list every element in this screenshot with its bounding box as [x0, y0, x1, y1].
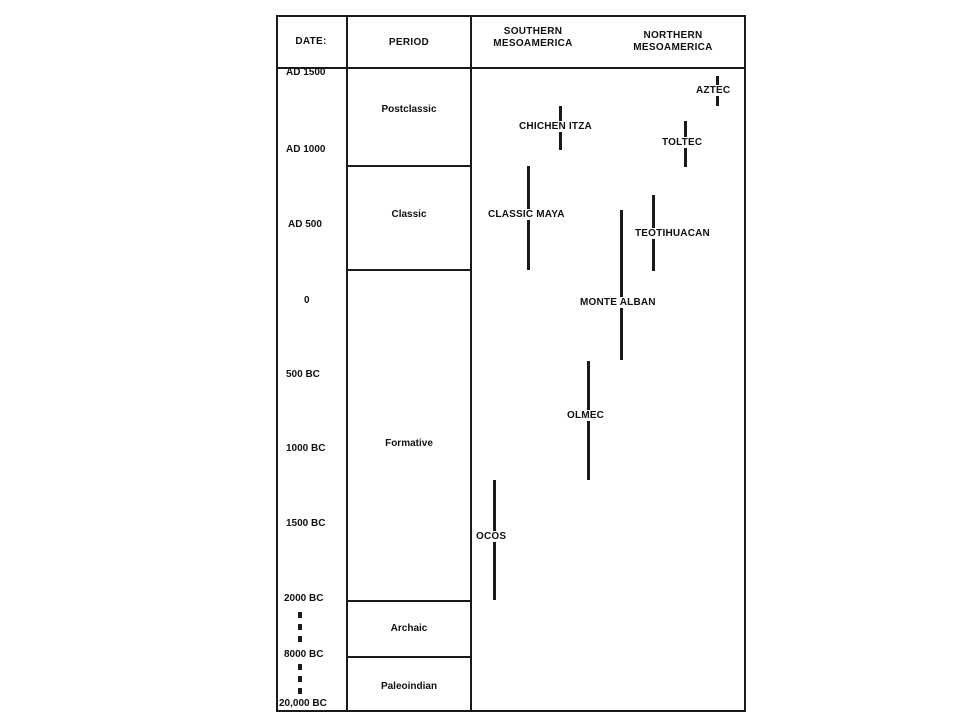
- northern-header-line2: MESOAMERICA: [633, 42, 713, 53]
- date-label: 1500 BC: [286, 518, 326, 529]
- period-label: Postclassic: [381, 104, 437, 115]
- period-label: Classic: [391, 209, 427, 220]
- culture-label-teotihuacan: TEOTIHUACAN: [635, 228, 710, 239]
- northern-header-line1: NORTHERN: [643, 30, 703, 41]
- gap-dot: [298, 624, 302, 630]
- culture-label-monte-alban: MONTE ALBAN: [580, 297, 656, 308]
- date-label: 0: [304, 295, 310, 306]
- culture-label-olmec: OLMEC: [567, 410, 605, 421]
- classic-formative-divider: [346, 269, 472, 271]
- date-label: AD 500: [288, 219, 322, 230]
- period-header: PERIOD: [388, 37, 430, 48]
- southern-header-line2: MESOAMERICA: [493, 38, 573, 49]
- date-label: 20,000 BC: [279, 698, 327, 709]
- southern-header: [478, 26, 588, 50]
- monte-alban-bar: [620, 210, 623, 360]
- header-rule: [276, 67, 746, 69]
- formative-archaic-divider: [346, 600, 472, 602]
- southern-header-line1: SOUTHERN: [503, 26, 563, 37]
- date-header: DATE:: [295, 36, 327, 47]
- culture-label-chichen-itza: CHICHEN ITZA: [519, 121, 592, 132]
- date-label: 8000 BC: [284, 649, 324, 660]
- date-label: 1000 BC: [286, 443, 326, 454]
- culture-label-ocos: OCOS: [476, 531, 507, 542]
- gap-dot: [298, 612, 302, 618]
- date-label: AD 1500: [286, 67, 326, 78]
- gap-dot: [298, 636, 302, 642]
- culture-label-classic-maya: CLASSIC MAYA: [488, 209, 565, 220]
- culture-label-toltec: TOLTEC: [662, 137, 703, 148]
- period-label: Formative: [385, 438, 433, 449]
- period-region-divider: [470, 15, 472, 712]
- archaic-paleoindian-divider: [346, 656, 472, 658]
- gap-dot: [298, 664, 302, 670]
- date-label: AD 1000: [286, 144, 326, 155]
- gap-dot: [298, 676, 302, 682]
- date-label: 2000 BC: [284, 593, 324, 604]
- gap-dot: [298, 688, 302, 694]
- date-period-divider: [346, 15, 348, 712]
- date-label: 500 BC: [286, 369, 320, 380]
- northern-header: [618, 30, 728, 54]
- culture-label-aztec: AZTEC: [696, 85, 731, 96]
- period-label: Paleoindian: [380, 681, 438, 692]
- postclassic-classic-divider: [346, 165, 472, 167]
- period-label: Archaic: [390, 623, 428, 634]
